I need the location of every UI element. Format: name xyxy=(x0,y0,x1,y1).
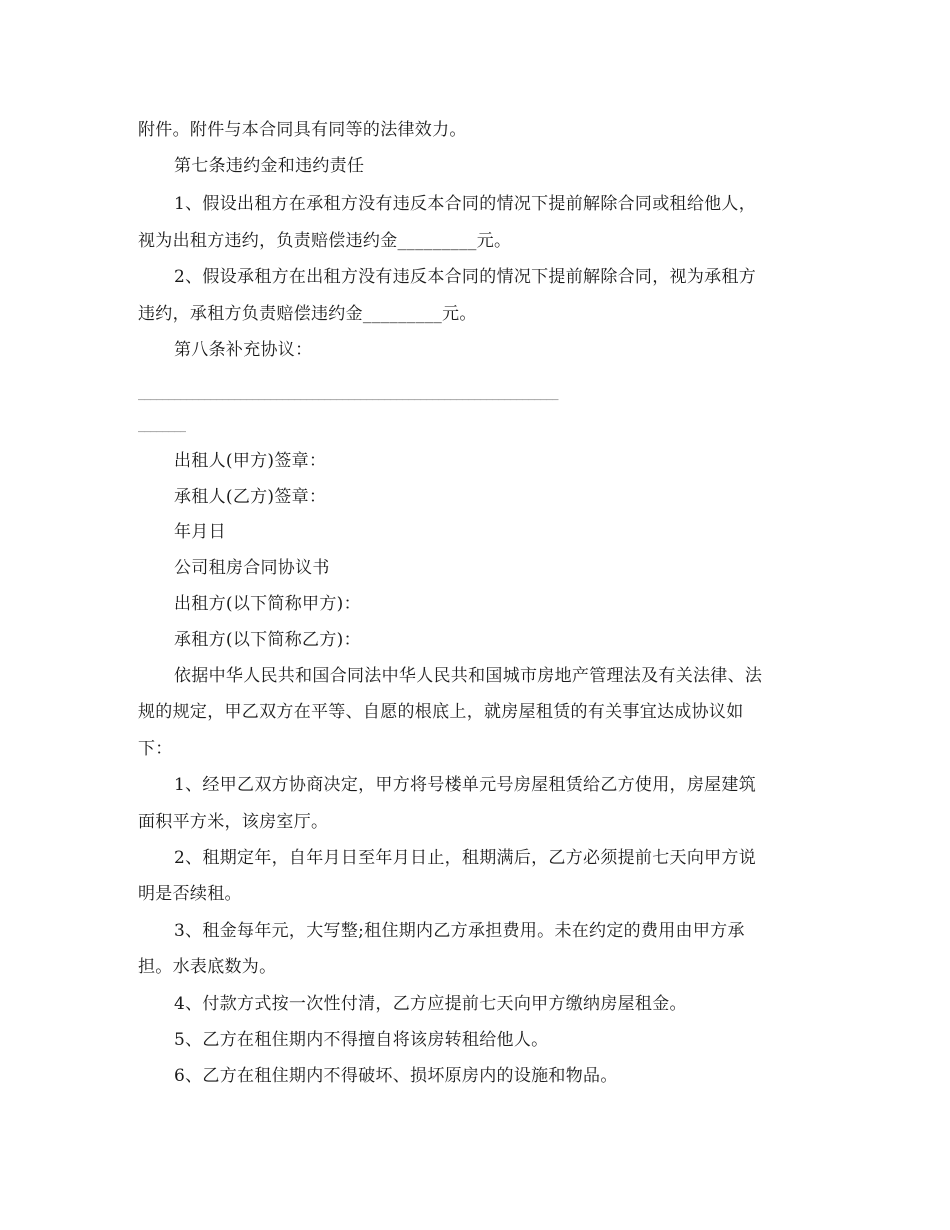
text-line: 依据中华人民共和国合同法中华人民共和国城市房地产管理法及有关法律、法 xyxy=(174,666,763,686)
date-line: 年月日 xyxy=(174,522,226,542)
text-line: 6、乙方在租住期内不得破坏、损坏原房内的设施和物品。 xyxy=(174,1066,618,1086)
section-heading: 第七条违约金和违约责任 xyxy=(174,156,365,176)
blank-line: ________ xyxy=(138,418,186,433)
text-line: 1、经甲乙双方协商决定，甲方将号楼单元号房屋租赁给乙方使用，房屋建筑 xyxy=(174,775,757,795)
text-line: 3、租金每年元，大写整;租住期内乙方承担费用。未在约定的费用由甲方承 xyxy=(174,921,745,941)
text-line: 规的规定，甲乙双方在平等、自愿的根底上，就房屋租赁的有关事宜达成协议如 xyxy=(138,702,744,722)
document-title: 公司租房合同协议书 xyxy=(174,558,330,578)
signature-line: 承租人(乙方)签章： xyxy=(174,487,327,507)
blank-line: ______________________________________________________________________ xyxy=(138,386,558,401)
text-line: 2、租期定年，自年月日至年月日止，租期满后，乙方必须提前七天向甲方说 xyxy=(174,848,757,868)
section-heading: 第八条补充协议： xyxy=(174,340,313,360)
text-line: 1、假设出租方在承租方没有违反本合同的情况下提前解除合同或租给他人， xyxy=(174,194,757,214)
text-line: 下： xyxy=(138,739,173,759)
text-line: 面积平方米，该房室厅。 xyxy=(138,812,329,832)
party-line: 承租方(以下简称乙方)： xyxy=(174,630,361,650)
text-line: 5、乙方在租住期内不得擅自将该房转租给他人。 xyxy=(174,1030,549,1050)
text-line: 视为出租方违约，负责赔偿违约金_________元。 xyxy=(138,231,512,251)
text-line: 附件。附件与本合同具有同等的法律效力。 xyxy=(138,120,467,140)
text-line: 担。水表底数为。 xyxy=(138,957,277,977)
text-line: 明是否续租。 xyxy=(138,884,242,904)
signature-line: 出租人(甲方)签章： xyxy=(174,451,327,471)
text-line: 违约，承租方负责赔偿违约金_________元。 xyxy=(138,304,477,324)
text-line: 4、付款方式按一次性付清，乙方应提前七天向甲方缴纳房屋租金。 xyxy=(174,994,687,1014)
text-line: 2、假设承租方在出租方没有违反本合同的情况下提前解除合同，视为承租方 xyxy=(174,267,757,287)
party-line: 出租方(以下简称甲方)： xyxy=(174,594,361,614)
